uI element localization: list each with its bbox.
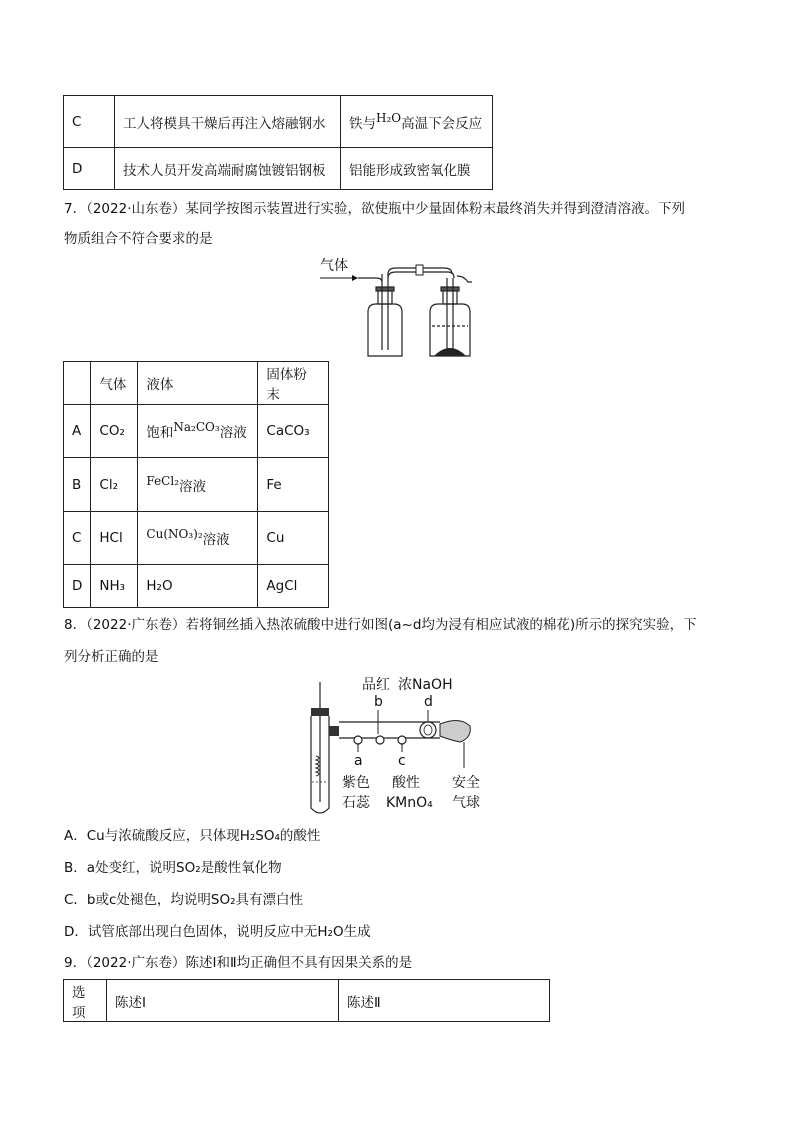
liquid-cell: Cu(NO₃)₂溶液 bbox=[138, 512, 258, 565]
q9-table bbox=[63, 979, 550, 1022]
cotton-d bbox=[420, 722, 436, 738]
cotton-c bbox=[398, 736, 406, 744]
header-empty bbox=[64, 362, 91, 405]
table-row bbox=[64, 405, 329, 458]
safety-balloon bbox=[440, 720, 470, 742]
copper-coil bbox=[316, 756, 319, 776]
q8-option-b: B．a处变红，说明SO₂是酸性氧化物 bbox=[64, 860, 282, 876]
q7-stem-line1: 7．（2022·山东卷）某同学按图示装置进行实验，欲使瓶中少量固体粉末最终消失并得到澄清溶液。下列 bbox=[64, 201, 685, 217]
letter-a: a bbox=[354, 753, 363, 769]
gas-cell: NH₃ bbox=[91, 565, 138, 608]
label-suanxing: 酸性 bbox=[392, 775, 420, 791]
header-gas: 气体 bbox=[91, 362, 138, 405]
liquid-cell: 饱和Na₂CO₃溶液 bbox=[138, 405, 258, 458]
table-row bbox=[64, 148, 493, 190]
cotton-a bbox=[354, 736, 362, 744]
letter-b: b bbox=[374, 694, 383, 710]
option-letter: D bbox=[64, 565, 91, 608]
right-bottle bbox=[430, 276, 472, 356]
header-option: 选项 bbox=[64, 980, 107, 1022]
gas-cell: CO₂ bbox=[91, 405, 138, 458]
table-row bbox=[64, 458, 329, 512]
gas-cell: HCl bbox=[91, 512, 138, 565]
option-letter: A bbox=[64, 405, 91, 458]
measure-cell: 技术人员开发高端耐腐蚀镀铝钢板 bbox=[115, 148, 341, 190]
label-naoh: 浓NaOH bbox=[398, 677, 453, 693]
option-letter: C bbox=[64, 96, 115, 148]
q7-apparatus-figure bbox=[316, 254, 492, 362]
letter-d: d bbox=[424, 694, 433, 710]
label-pinhong: 品红 bbox=[362, 677, 390, 693]
stopper bbox=[311, 708, 329, 716]
label-qiqiu: 气球 bbox=[452, 795, 480, 811]
q8-option-d: D．试管底部出现白色固体，说明反应中无H₂O生成 bbox=[64, 924, 371, 940]
reason-cell: 铝能形成致密氧化膜 bbox=[341, 148, 493, 190]
label-kmno4: KMnO₄ bbox=[386, 795, 433, 811]
cotton-b bbox=[376, 736, 384, 744]
previous-question-table bbox=[63, 95, 493, 190]
label-anquan: 安全 bbox=[452, 775, 480, 791]
table-row bbox=[64, 565, 329, 608]
option-letter: D bbox=[64, 148, 115, 190]
left-bottle bbox=[368, 274, 402, 356]
liquid-cell: H₂O bbox=[138, 565, 258, 608]
table-header-row bbox=[64, 980, 550, 1022]
table-header-row bbox=[64, 362, 329, 405]
solid-powder bbox=[434, 348, 466, 356]
tube-joint bbox=[416, 265, 423, 275]
arrowhead-icon bbox=[352, 275, 358, 281]
reason-post: 高温下会反应 bbox=[401, 115, 483, 132]
solid-cell: Cu bbox=[258, 512, 329, 565]
header-statement-1: 陈述Ⅰ bbox=[107, 980, 339, 1022]
solid-cell: CaCO₃ bbox=[258, 405, 329, 458]
reason-cell bbox=[341, 96, 493, 148]
solid-cell: Fe bbox=[258, 458, 329, 512]
letter-c: c bbox=[398, 753, 406, 769]
q8-option-c: C．b或c处褪色，均说明SO₂具有漂白性 bbox=[64, 892, 304, 908]
q8-apparatus-figure bbox=[300, 672, 500, 820]
q8-option-a: A．Cu与浓硫酸反应，只体现H₂SO₄的酸性 bbox=[64, 828, 321, 844]
q7-options-table bbox=[63, 361, 329, 608]
solid-cell: AgCl bbox=[258, 565, 329, 608]
header-solid: 固体粉末 bbox=[258, 362, 329, 405]
q8-stem-line2: 列分析正确的是 bbox=[64, 649, 159, 665]
gas-label: 气体 bbox=[320, 258, 348, 274]
q9-stem: 9．（2022·广东卷）陈述Ⅰ和Ⅱ均正确但不具有因果关系的是 bbox=[64, 955, 413, 971]
inlet-tube bbox=[358, 278, 382, 282]
gas-cell: Cl₂ bbox=[91, 458, 138, 512]
q7-stem-line2: 物质组合不符合要求的是 bbox=[64, 231, 213, 247]
option-letter: C bbox=[64, 512, 91, 565]
option-letter: B bbox=[64, 458, 91, 512]
liquid-cell: FeCl₂溶液 bbox=[138, 458, 258, 512]
table-row bbox=[64, 96, 493, 148]
header-statement-2: 陈述Ⅱ bbox=[339, 980, 550, 1022]
reason-formula: H₂O bbox=[376, 110, 402, 125]
label-shirui: 石蕊 bbox=[342, 795, 370, 811]
table-row bbox=[64, 512, 329, 565]
reason-pre: 铁与 bbox=[349, 115, 376, 132]
header-liquid: 液体 bbox=[138, 362, 258, 405]
q8-stem-line1: 8．（2022·广东卷）若将铜丝插入热浓硫酸中进行如图(a~d均为浸有相应试液的棉花)所示的探究实验，下 bbox=[64, 617, 697, 633]
label-zise: 紫色 bbox=[342, 775, 370, 791]
measure-cell: 工人将模具干燥后再注入熔融钢水 bbox=[115, 96, 341, 148]
